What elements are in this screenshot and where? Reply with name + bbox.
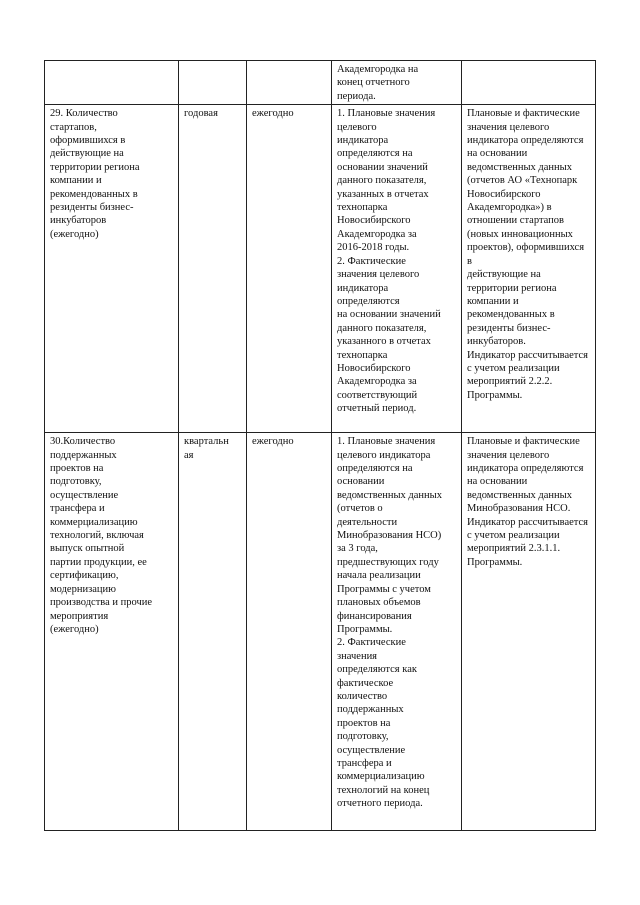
indicator-calculation-cell: 1. Плановые значения целевого индикатора определяются на основании ведомственных данных (отчетов о деятельности Минобразования НСО) за 3 года, предшествующих году начала реализации Программы с учетом плановых объемов финансирования Программы. 2. Фактические значения определяются как фактическое количество поддержанных проектов на подготовку, осуществление трансфера и коммерциализацию технологий на конец отчетного периода. [332,433,462,831]
indicator-characteristic-cell: квартальн ая [179,433,247,831]
indicator-frequency-cell: ежегодно [247,105,332,433]
table-row-indicator-30 [45,433,596,831]
indicator-name-cell: 29. Количество стартапов, оформившихся в действующие на территории региона компании и рекомендованных в резиденты бизнес- инкубаторов (ежегодно) [45,105,179,433]
indicator-characteristic-cell [179,61,247,105]
indicator-frequency-cell: ежегодно [247,433,332,831]
indicator-source-cell [462,61,596,105]
table-row-continuation [45,61,596,105]
indicator-table [44,60,596,831]
indicator-calculation-cell: Академгородка на конец отчетного периода. [332,61,462,105]
indicator-characteristic-cell: годовая [179,105,247,433]
indicator-name-cell [45,61,179,105]
table-row-indicator-29 [45,105,596,433]
indicator-frequency-cell [247,61,332,105]
indicator-source-cell: Плановые и фактические значения целевого индикатора определяются на основании ведомственных данных Минобразования НСО. Индикатор рассчитывается с учетом реализации мероприятий 2.3.1.1. Программы. [462,433,596,831]
indicator-source-cell: Плановые и фактические значения целевого индикатора определяются на основании ведомственных данных (отчетов АО «Технопарк Новосибирского Академгородка») в отношении стартапов (новых инновационных проектов), оформившихся в действующие на территории региона компании и рекомендованных в резиденты бизнес- инкубаторов. Индикатор рассчитывается с учетом реализации мероприятий 2.2.2. Программы. [462,105,596,433]
indicator-name-cell: 30.Количество поддержанных проектов на подготовку, осуществление трансфера и коммерциализацию технологий, включая выпуск опытной партии продукции, ее сертификацию, модернизацию производства и прочие мероприятия (ежегодно) [45,433,179,831]
indicator-calculation-cell: 1. Плановые значения целевого индикатора определяются на основании значений данного показателя, указанных в отчетах технопарка Новосибирского Академгородка за 2016-2018 годы. 2. Фактические значения целевого индикатора определяются на основании значений данного показателя, указанного в отчетах технопарка Новосибирского Академгородка за соответствующий отчетный период. [332,105,462,433]
